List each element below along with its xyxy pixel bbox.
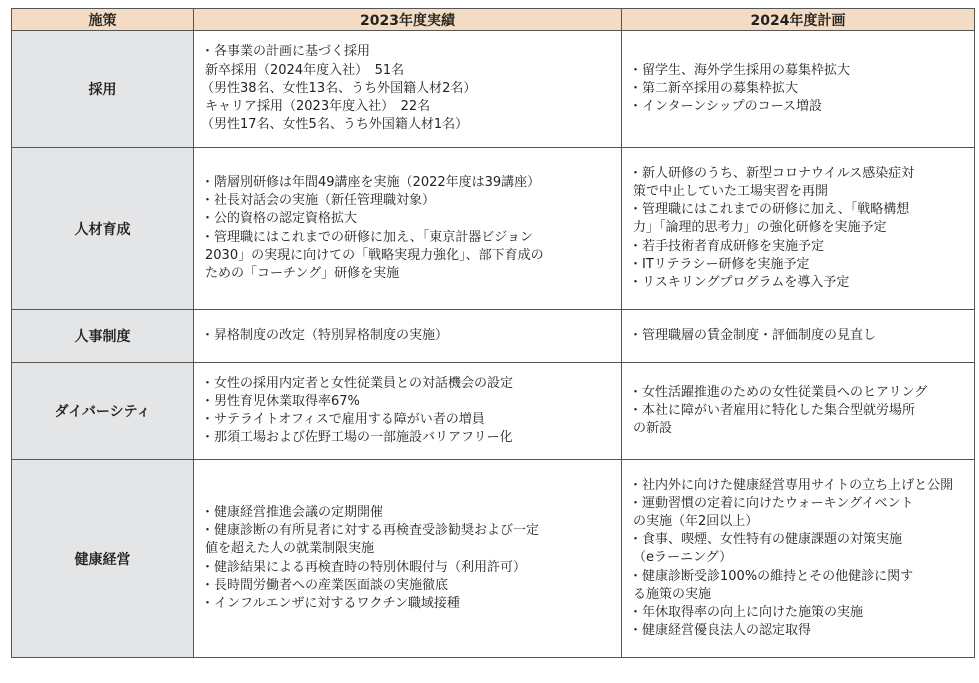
plan-line: ・年休取得率の向上に向けた施策の実施 — [629, 605, 864, 620]
actual-line: ・公的資格の認定資格拡大 — [201, 211, 358, 227]
actual-line: ・階層別研修は年間49講座を実施（2022年度は39講座） — [201, 174, 541, 190]
plan-line: ・リスキリングプログラムを導入予定 — [629, 275, 850, 290]
actual-line: ための「コーチング」研修を実施 — [205, 265, 400, 281]
plan-line: （eラーニング） — [633, 550, 733, 566]
table-row-recruitment — [12, 31, 975, 148]
plan-line: ・管理職にはこれまでの研修に加え、「戦略構想 — [629, 202, 910, 218]
plan-line: る施策の実施 — [633, 586, 712, 602]
actual-line: キャリア採用（2023年度入社） 22名 — [205, 99, 431, 115]
plan-line: ・社内外に向けた健康経営専用サイトの立ち上げと公開 — [629, 477, 954, 493]
actual-line: （男性38名、女性13名、うち外国籍人材2名） — [201, 80, 477, 96]
header-2024-plan: 2024年度計画 — [622, 9, 975, 31]
actual-line: ・昇格制度の改定（特別昇格制度の実施） — [201, 327, 449, 343]
plan-line: の新設 — [633, 421, 673, 437]
plan-line: ・食事、喫煙、女性特有の健康課題の対策実施 — [629, 532, 903, 548]
plan-2024-cell — [622, 310, 975, 363]
plan-line: ・健康診断受診100%の維持とその他健診に関す — [629, 568, 914, 584]
header-policy: 施策 — [12, 9, 194, 31]
policy-name: ダイバーシティ — [12, 363, 194, 460]
actual-line: ・男性育児休業取得率67% — [201, 393, 360, 409]
plan-2024-cell — [622, 31, 975, 148]
actual-line: ・女性の採用内定者と女性従業員との対話機会の設定 — [201, 375, 514, 391]
plan-line: ・ITリテラシー研修を実施予定 — [629, 256, 810, 272]
actual-line: 値を超えた人の就業制限実施 — [205, 541, 375, 557]
plan-line: ・留学生、海外学生採用の募集枠拡大 — [629, 62, 851, 78]
actual-line: ・各事業の計画に基づく採用 — [201, 44, 371, 60]
actual-line: ・健康経営推進会議の定期開催 — [201, 504, 384, 520]
plan-line: の実施（年2回以上） — [633, 513, 759, 529]
table-row-talent-development — [12, 148, 975, 310]
actual-line: （男性17名、女性5名、うち外国籍人材1名） — [201, 117, 469, 133]
actual-line: 新卒採用（2024年度入社） 51名 — [205, 62, 405, 78]
plan-line: ・若手技術者育成研修を実施予定 — [629, 238, 825, 254]
plan-line: ・管理職層の賃金制度・評価制度の見直し — [629, 327, 877, 343]
actual-line: ・社長対話会の実施（新任管理職対象） — [201, 193, 436, 209]
actual-line: ・管理職にはこれまでの研修に加え、「東京計器ビジョン — [201, 229, 534, 245]
actual-2023-cell — [194, 363, 622, 460]
actual-line: ・サテライトオフィスで雇用する障がい者の増員 — [201, 412, 485, 427]
actual-2023-cell — [194, 148, 622, 310]
actual-2023-cell — [194, 31, 622, 148]
plan-line: 力」「論理的思考力」の強化研修を実施予定 — [633, 220, 887, 236]
policy-name: 健康経営 — [12, 460, 194, 658]
table-row-hr-system — [12, 310, 975, 363]
plan-line: ・新人研修のうち、新型コロナウイルス感染症対 — [629, 165, 915, 181]
plan-2024-cell — [622, 363, 975, 460]
plan-line: ・第二新卒採用の募集枠拡大 — [629, 80, 799, 96]
plan-2024-cell — [622, 460, 975, 658]
table-row-health-management — [12, 460, 975, 658]
actual-line: ・健診結果による再検査時の特別休暇付与（利用許可） — [201, 559, 527, 575]
actual-2023-cell — [194, 460, 622, 658]
actual-line: ・那須工場および佐野工場の一部施設バリアフリー化 — [201, 430, 513, 446]
plan-line: ・インターンシップのコース増設 — [629, 99, 822, 115]
plan-line: ・運動習慣の定着に向けたウォーキングイベント — [629, 495, 914, 511]
table-row-diversity — [12, 363, 975, 460]
actual-line: ・健康診断の有所見者に対する再検査受診勧奨および一定 — [201, 523, 540, 539]
header-2023-actual: 2023年度実績 — [194, 9, 622, 31]
actual-line: ・インフルエンザに対するワクチン職域接種 — [201, 595, 460, 611]
policy-name: 人事制度 — [12, 310, 194, 363]
table-header-row — [12, 9, 975, 31]
hr-policy-table — [11, 8, 975, 658]
policy-name: 採用 — [12, 31, 194, 148]
plan-line: 策で中止していた工場実習を再開 — [633, 183, 829, 199]
actual-2023-cell — [194, 310, 622, 363]
actual-line: ・長時間労働者への産業医面談の実施徹底 — [201, 577, 449, 593]
plan-2024-cell — [622, 148, 975, 310]
policy-name: 人材育成 — [12, 148, 194, 310]
plan-line: ・本社に障がい者雇用に特化した集合型就労場所 — [629, 402, 916, 418]
plan-line: ・女性活躍推進のための女性従業員へのヒアリング — [629, 384, 928, 400]
plan-line: ・健康経営優良法人の認定取得 — [629, 623, 812, 639]
actual-line: 2030」の実現に向けての「戦略実現力強化」、部下育成の — [205, 247, 544, 263]
